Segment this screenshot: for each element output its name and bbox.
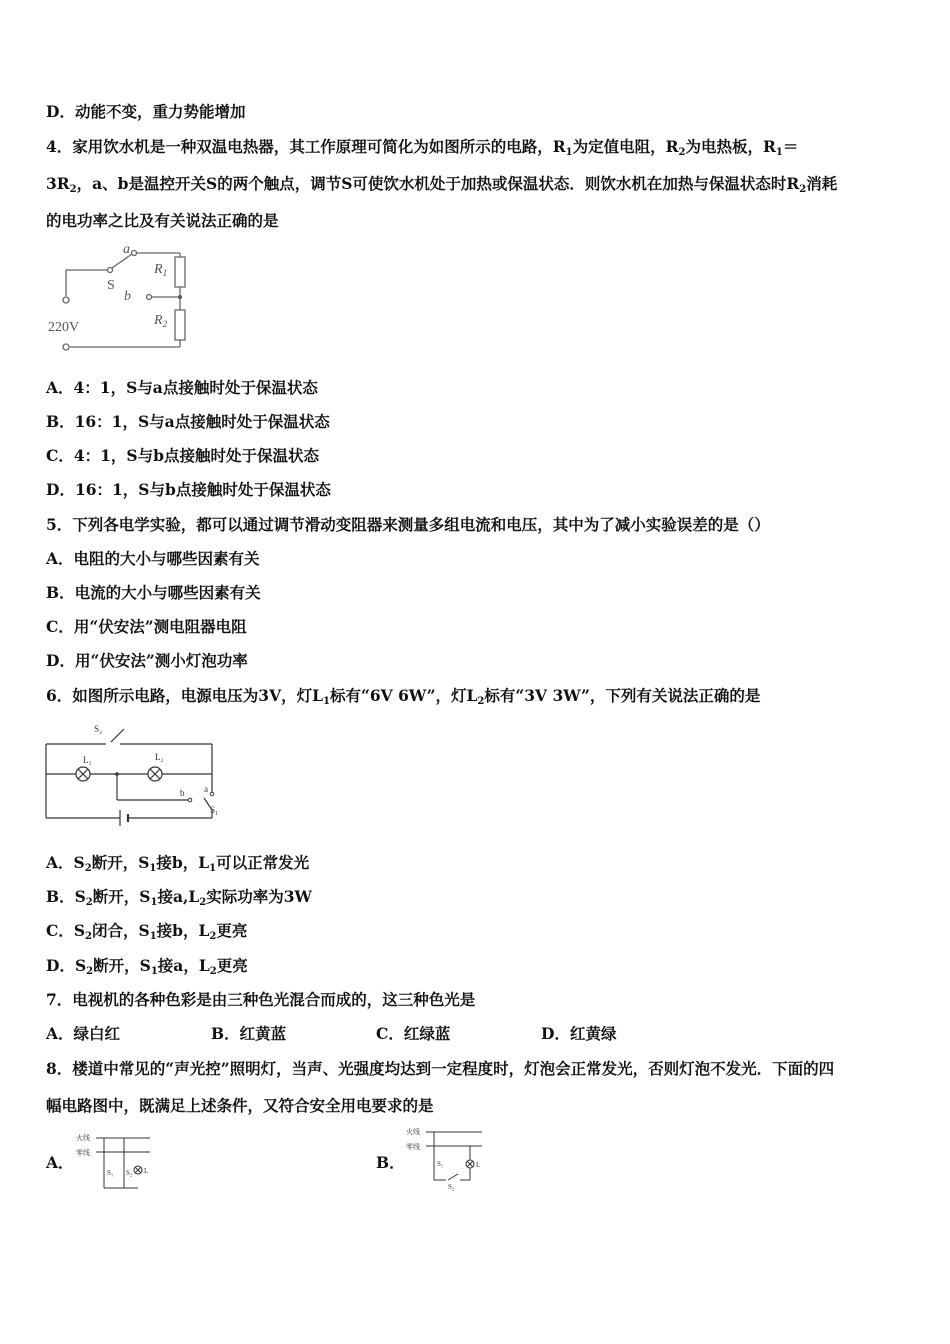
q8-option-a[interactable]: A． <box>46 1153 74 1172</box>
switch-pivot <box>108 268 113 273</box>
label-l: L <box>476 1161 481 1169</box>
switch-blade <box>448 1174 458 1180</box>
q8-option-a-diagram <box>74 1130 154 1192</box>
label-l: L <box>144 1167 149 1175</box>
switch-s2-blade <box>111 729 124 742</box>
terminal <box>63 297 69 303</box>
junction <box>178 295 182 299</box>
label-a: a <box>204 784 208 794</box>
contact-a <box>210 792 214 796</box>
label-s2: S₂ <box>448 1183 455 1191</box>
q4-stem-line3: 的电功率之比及有关说法正确的是 <box>46 211 279 230</box>
contact-a <box>132 251 137 256</box>
q7-option-d[interactable]: D．红黄绿 <box>541 1024 617 1043</box>
label-s2: S₂ <box>94 724 103 734</box>
q6-option-c[interactable]: C．$S_2$闭合，$S_1$接b，$L_2$更亮 <box>46 921 248 942</box>
label-live: 火线 <box>406 1128 420 1136</box>
label-s2: S₂ <box>126 1169 133 1177</box>
label-live: 火线 <box>76 1134 90 1142</box>
label-s1: S₁ <box>107 1169 114 1177</box>
q4-option-a[interactable]: A．4：1，S与a点接触时处于保温状态 <box>46 378 318 397</box>
q8-stem-line1: 8．楼道中常见的“声光控”照明灯，当声、光强度均达到一定程度时，灯泡会正常发光，否则灯泡不发光．下面的四 <box>46 1059 835 1078</box>
label-neutral: 零线 <box>406 1143 420 1151</box>
label-l1: L₁ <box>83 755 92 765</box>
label-s1: S₁ <box>210 805 219 815</box>
q8-stem-line2: 幅电路图中，既满足上述条件，又符合安全用电要求的是 <box>46 1096 434 1115</box>
q6-option-d[interactable]: D．$S_2$断开，$S_1$接a，$L_2$更亮 <box>46 956 248 977</box>
q5-stem: 5．下列各电学实验，都可以通过调节滑动变阻器来测量多组电流和电压，其中为了减小实验误差的是（） <box>46 515 770 534</box>
label-s: S <box>107 278 115 293</box>
q5-option-d[interactable]: D．用“伏安法”测小灯泡功率 <box>46 651 248 670</box>
q4-option-d[interactable]: D．16：1，S与b点接触时处于保温状态 <box>46 480 331 499</box>
label-neutral: 零线 <box>76 1149 90 1157</box>
label-a: a <box>123 242 130 257</box>
q6-option-a[interactable]: A．$S_2$断开，$S_1$接b，$L_1$可以正常发光 <box>46 853 310 874</box>
q4-stem-line2: $3R_2$，a、b是温控开关S的两个触点，调节S可使饮水机处于加热或保温状态．则饮水机在加热与保温状态时$R_2$消耗 <box>46 174 838 195</box>
label-b: b <box>124 289 131 304</box>
label-r1: $R_1$ <box>154 262 168 278</box>
q4-circuit-diagram <box>44 240 204 358</box>
label-220v: 220V <box>48 320 80 335</box>
label-l2: L₂ <box>155 752 164 762</box>
resistor-r1 <box>175 257 185 287</box>
q5-option-a[interactable]: A．电阻的大小与哪些因素有关 <box>46 549 260 568</box>
q4-option-c[interactable]: C．4：1，S与b点接触时处于保温状态 <box>46 446 319 465</box>
q3-option-d: D．动能不变，重力势能增加 <box>46 102 246 121</box>
q6-circuit-diagram <box>40 718 230 838</box>
contact-b <box>188 798 192 802</box>
junction <box>115 772 119 776</box>
q7-option-b[interactable]: B．红黄蓝 <box>211 1024 287 1043</box>
label-s1: S₁ <box>437 1160 444 1168</box>
q6-option-b[interactable]: B．$S_2$断开，$S_1$接$a,L_2$实际功率为3W <box>46 887 312 908</box>
resistor-r2 <box>175 310 185 340</box>
terminal <box>63 344 69 350</box>
label-r2: $R_2$ <box>154 313 168 329</box>
q7-option-a[interactable]: A．绿白红 <box>46 1024 121 1043</box>
q6-stem: 6．如图所示电路，电源电压为3V，灯$L_1$标有“6V 6W”，灯$L_2$标有“3V 3W”，下列有关说法正确的是 <box>46 686 761 707</box>
q5-option-b[interactable]: B．电流的大小与哪些因素有关 <box>46 583 261 602</box>
label-b: b <box>180 788 185 798</box>
q7-option-c[interactable]: C．红绿蓝 <box>376 1024 451 1043</box>
contact-b <box>147 295 152 300</box>
q7-stem: 7．电视机的各种色彩是由三种色光混合而成的，这三种色光是 <box>46 990 476 1009</box>
q4-stem-line1: 4．家用饮水机是一种双温电热器，其工作原理可简化为如图所示的电路，$R_1$为定值电阻，$R_2$为电热板，$R_1=$ <box>46 137 799 158</box>
q8-option-b-diagram <box>404 1124 486 1192</box>
q8-option-b[interactable]: B． <box>376 1153 405 1172</box>
q5-option-c[interactable]: C．用“伏安法”测电阻器电阻 <box>46 617 247 636</box>
q4-option-b[interactable]: B．16：1，S与a点接触时处于保温状态 <box>46 412 330 431</box>
